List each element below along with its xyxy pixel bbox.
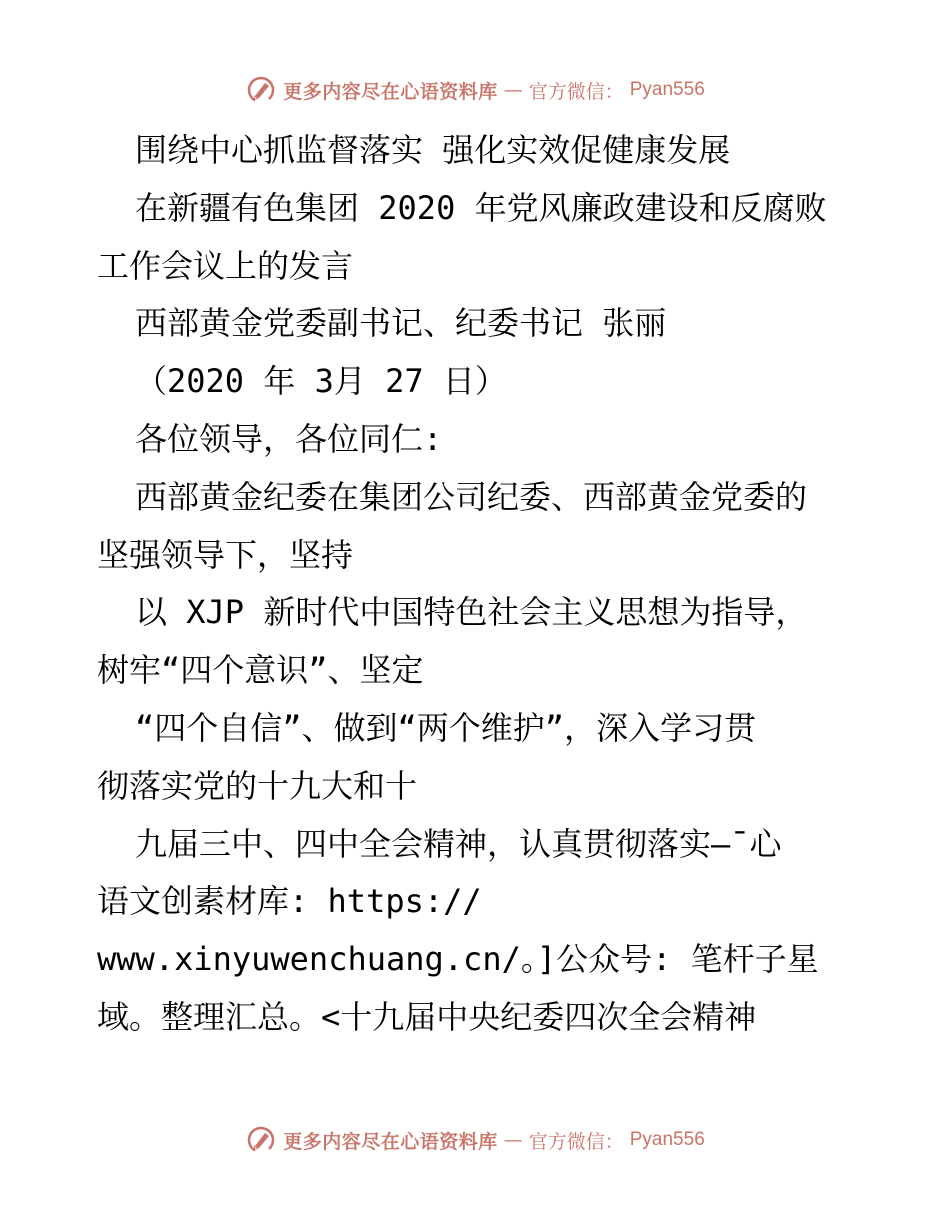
paragraph-line: 树牢“四个意识”、坚定 xyxy=(97,651,424,690)
salutation-line: 各位领导，各位同仁: xyxy=(135,419,443,458)
watermark-text: 更多内容尽在心语资料库 xyxy=(283,1130,498,1153)
paragraph-line: 西部黄金纪委在集团公司纪委、西部黄金党委的 xyxy=(135,477,808,516)
document-body xyxy=(97,122,867,1047)
speaker-line: 西部黄金党委副书记、纪委书记 张丽 xyxy=(135,304,667,343)
footer-watermark xyxy=(0,1120,950,1160)
paragraph-line: 坚强领导下，坚持 xyxy=(97,535,354,574)
pen-in-circle-logo-icon xyxy=(245,74,277,106)
document-title-line: 围绕中心抓监督落实 强化实效促健康发展 xyxy=(135,131,731,169)
paragraph-line: 九届三中、四中全会精神，认真贯彻落实—¯心 xyxy=(135,824,782,863)
paragraph-line: 语文创素材库: https:// xyxy=(97,882,482,921)
watermark-wechat-id: Pyan556 xyxy=(629,1129,705,1150)
paragraph-line: www.xinyuwenchuang.cn/。]公众号: 笔杆子星 xyxy=(97,940,819,979)
watermark-wechat-label: 官方微信： xyxy=(528,80,624,103)
paragraph-line: 域。整理汇总。<十九届中央纪委四次全会精神 xyxy=(97,997,757,1036)
watermark-dash: — xyxy=(503,79,523,101)
pen-in-circle-logo-icon xyxy=(245,1124,277,1156)
paragraph-line: “四个自信”、做到“两个维护”，深入学习贯 xyxy=(135,708,757,747)
watermark-text: 更多内容尽在心语资料库 xyxy=(283,80,498,103)
date-line: （2020 年 3月 27 日） xyxy=(135,362,507,401)
paragraph-line: 彻落实党的十九大和十 xyxy=(97,766,418,805)
document-subtitle-line-continued: 工作会议上的发言 xyxy=(97,246,354,285)
watermark-wechat-label: 官方微信： xyxy=(528,1130,624,1153)
watermark-dash: — xyxy=(503,1129,523,1151)
document-subtitle-line: 在新疆有色集团 2020 年党风廉政建设和反腐败 xyxy=(135,188,827,227)
watermark-wechat-id: Pyan556 xyxy=(629,79,705,100)
header-watermark xyxy=(0,70,950,110)
paragraph-line: 以 XJP 新时代中国特色社会主义思想为指导， xyxy=(135,593,808,632)
